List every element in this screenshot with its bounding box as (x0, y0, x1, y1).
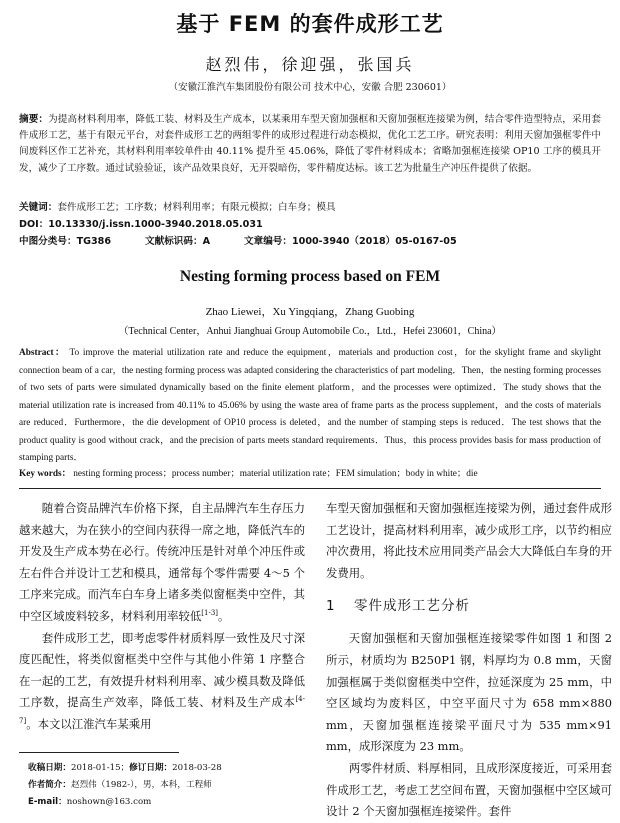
authors-en: Zhao Liewei，Xu Yingqiang，Zhang Guobing (205, 306, 415, 318)
abstract-en-text: To improve the material utilization rate and reduce the equipment，materials and production cost，for the skylight frame and skylight connection beam of a car，the nesting forming process was adapted considering the characteristics of part modeling．Then，the nesting forming processes of two sets of parts were simulated dynamically based on the finite element platform，and the processes were optimized．The study shows that the material utilization rate is increased from 40.11% to 45.06% by using the waste area of frame parts as the process supplement，and the costs of materials are reduced．Furthermore，the die development of OP10 process is deleted，and the number of stamping steps is reduced．The test shows that the product quality is good without crack，and the precision of parts meets standard requirements．Thus，this process provides basis for mass production of stamping parts． (19, 348, 601, 463)
body-paragraph: 天窗加强框和天窗加强框连接梁零件如图 1 和图 2 所示，材质均为 B250P1 钢，料厚均为 0.8 mm，天窗加强框属于类似窗框类中空件，拉延深度为 25 mm，中空区域均为废料区，中空平面尺寸为 658 mm×880 mm，天窗加强框连接梁平面尺寸为 535 mm×91 mm，成形深度为 23 mm。 (326, 631, 612, 754)
section-title: 零件成形工艺分析 (354, 598, 470, 615)
affiliation-cn: （安徽江淮汽车集团股份有限公司 技术中心，安徽 合肥 230601） (168, 82, 452, 93)
abstract-en (19, 345, 601, 468)
keywords-en-text: nesting forming process；process number；material utilization rate；FEM simulation；body in white；die (73, 469, 478, 479)
classification-line (19, 234, 601, 250)
body-column-left (19, 498, 305, 736)
doc-code-value: A (202, 236, 211, 247)
abstract-cn (19, 112, 601, 177)
body-paragraph: 随着合资品牌汽车价格下探，自主品牌汽车生存压力越来越大，为在狭小的空间内获得一席之地，降低汽车的开发及生产成本势在必行。传统冲压是针对单个冲压件或左右件合并设计工艺和模具，通常每个零件需要 4～5 个工序来完成。而汽车白车身上诸多类似窗框类中空件，其中空区域废料较多，材料利用率较低[1-3]。 (19, 501, 305, 623)
section-number: 1 (326, 598, 336, 615)
doi-line (19, 217, 601, 233)
body-column-right (326, 498, 612, 823)
footnote-email: E-mail：noshown@163.com (28, 797, 152, 807)
footnote-dates: 收稿日期：2018-01-15；修订日期：2018-03-28 (28, 763, 222, 773)
body-paragraph: 两零件材质、料厚相同，且成形深度接近，可采用套件成形工艺，考虑工艺空间布置，天窗加强框中空区域可设计 2 个天窗加强框连接梁件。套件 (326, 760, 612, 819)
keywords-cn (19, 200, 601, 216)
citation: [1-3] (201, 609, 218, 618)
clc-label: 中图分类号： (19, 236, 77, 247)
citation: [4-7] (19, 695, 305, 726)
keywords-cn-label: 关键词： (19, 202, 58, 213)
article-number-value: 1000-3940（2018）05-0167-05 (291, 236, 457, 247)
doi-value: 10.13330/j.issn.1000-3940.2018.05.031 (48, 219, 263, 230)
article-number-label: 文章编号： (244, 236, 292, 247)
keywords-cn-text: 套件成形工艺；工序数；材料利用率；有限元模拟；白车身；模具 (57, 202, 336, 213)
body-paragraph: 车型天窗加强框和天窗加强框连接梁为例，通过套件成形工艺设计，提高材料利用率，减少成形工序，以节约相应冲次费用，将此技术应用同类产品会大大降低白车身的开发费用。 (326, 501, 612, 580)
authors-cn: 赵烈伟，徐迎强，张国兵 (205, 55, 415, 74)
paper-title-cn: 基于 FEM 的套件成形工艺 (176, 12, 444, 36)
footnote-divider (19, 752, 179, 753)
header-divider (19, 488, 601, 489)
paper-title-en: Nesting forming process based on FEM (179, 268, 441, 285)
doi-label: DOI： (19, 219, 49, 230)
abstract-cn-text: 为提高材料利用率，降低工装、材料及生产成本，以某乘用车型天窗加强框和天窗加强框连接梁为例，结合零件造型特点，采用套件成形工艺，基于有限元平台，对套件成形工艺的两组零件的成形过程进行动态模拟，优化工艺工序。研究表明：利用天窗加强框零件中间废料区作工艺补充，其材料利用率较单件由 40.11% 提升至 45.06%，降低了零件材料成本；省略加强框连接梁 OP10 工序的模具开发，减少了工序数。通过试验验证，该产品效果良好，无开裂暗伤，零件精度达标。该工艺为批量生产冲压件提供了依据。 (19, 114, 602, 174)
abstract-en-label: Abstract： (19, 348, 66, 358)
clc-value: TG386 (76, 236, 112, 247)
keywords-en (19, 466, 601, 483)
footnote (28, 760, 298, 811)
body-paragraph: 套件成形工艺，即考虑零件材质料厚一致性及尺寸深度匹配性，将类似窗框类中空件与其他小件第 1 序整合在一起的工艺，有效提升材料利用率、减少模具数及降低工序数，提高生产效率，降低工装、材料及生产成本[4-7]。本文以江淮汽车某乘用 (19, 630, 305, 731)
keywords-en-label: Key words： (19, 469, 71, 479)
section-heading (326, 584, 612, 628)
doc-code-label: 文献标识码： (145, 236, 203, 247)
abstract-cn-label: 摘要： (19, 114, 49, 125)
footnote-author: 作者简介：赵烈伟（1982-），男，本科，工程师 (28, 780, 212, 790)
affiliation-en: （Technical Center，Anhui Jianghuai Group Automobile Co.，Ltd.，Hefei 230601，China） (118, 326, 502, 337)
